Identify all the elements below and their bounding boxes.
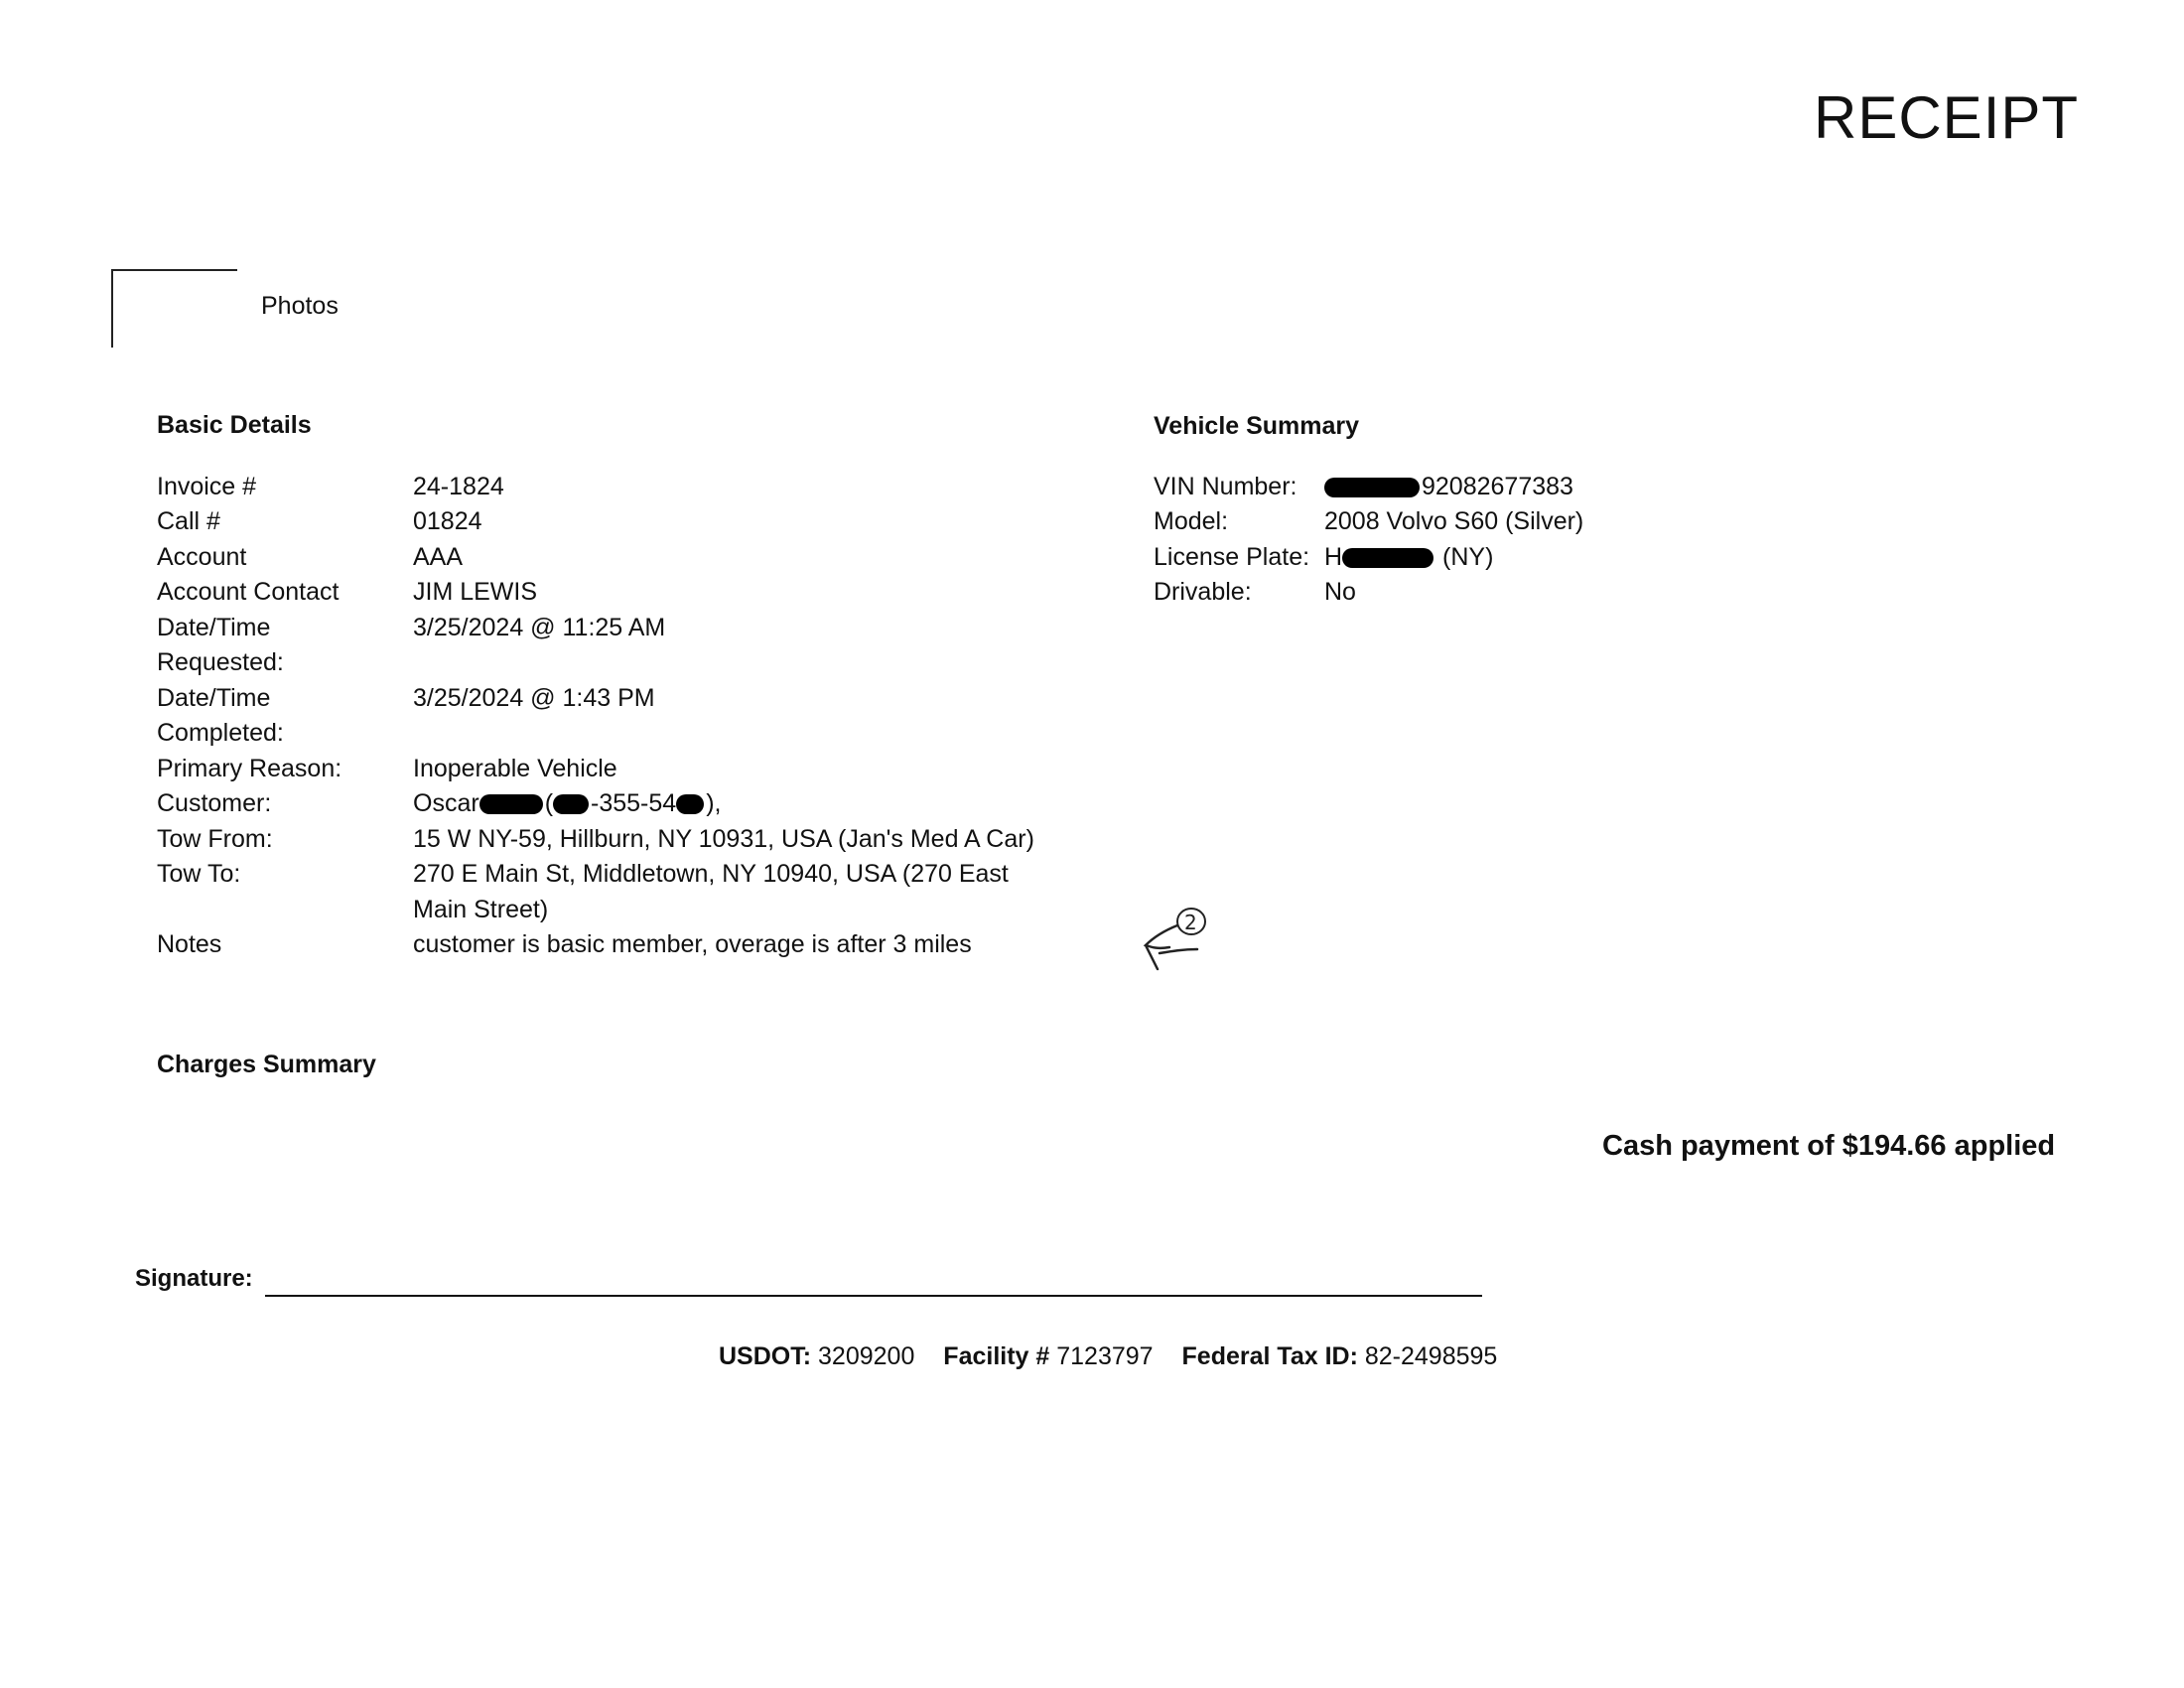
redaction-mark — [1342, 548, 1433, 568]
redaction-mark — [553, 794, 589, 814]
facility-label: Facility # — [943, 1342, 1050, 1370]
redaction-mark — [479, 794, 543, 814]
call-value: 01824 — [413, 507, 482, 535]
vin-label: VIN Number: — [1154, 473, 1297, 500]
drivable-value: No — [1324, 578, 1356, 606]
notes-label: Notes — [157, 930, 222, 958]
vehicle-summary-heading: Vehicle Summary — [1154, 412, 1360, 440]
payment-applied-text: Cash payment of $194.66 applied — [1602, 1130, 2056, 1162]
requested-label: Date/Time — [157, 614, 271, 641]
footer-ids — [719, 1342, 1497, 1371]
usdot-value: 3209200 — [818, 1342, 915, 1370]
redaction-mark — [1324, 478, 1420, 497]
primary-reason-label: Primary Reason: — [157, 755, 342, 782]
invoice-value: 24-1824 — [413, 473, 504, 500]
handwritten-number: 2 — [1184, 911, 1197, 934]
account-value: AAA — [413, 543, 464, 571]
invoice-label: Invoice # — [157, 473, 257, 500]
basic-details-heading: Basic Details — [157, 411, 312, 439]
tow-from-value: 15 W NY-59, Hillburn, NY 10931, USA (Jan's Med A Car) — [413, 825, 1034, 853]
signature-label: Signature: — [135, 1265, 253, 1292]
license-plate-state: (NY) — [1442, 543, 1494, 571]
account-contact-value: JIM LEWIS — [413, 578, 538, 606]
photos-frame-top — [111, 269, 237, 271]
tax-id-label: Federal Tax ID: — [1181, 1342, 1358, 1370]
facility-value: 7123797 — [1056, 1342, 1154, 1370]
requested-value: 3/25/2024 @ 11:25 AM — [413, 614, 666, 641]
requested-label-2: Requested: — [157, 648, 284, 676]
handwritten-annotation — [1140, 904, 1219, 975]
completed-label-2: Completed: — [157, 719, 284, 747]
tow-from-label: Tow From: — [157, 825, 273, 853]
customer-label: Customer: — [157, 789, 272, 817]
license-plate-value — [1324, 543, 1493, 572]
tow-to-value: 270 E Main St, Middletown, NY 10940, USA (270 East — [413, 860, 1009, 888]
customer-first-name: Oscar — [413, 789, 479, 817]
license-plate-label: License Plate: — [1154, 543, 1310, 571]
tow-to-label: Tow To: — [157, 860, 241, 888]
call-label: Call # — [157, 507, 220, 535]
drivable-label: Drivable: — [1154, 578, 1252, 606]
primary-reason-value: Inoperable Vehicle — [413, 755, 617, 782]
completed-value: 3/25/2024 @ 1:43 PM — [413, 684, 655, 712]
tow-to-value-2: Main Street) — [413, 896, 549, 923]
photos-frame-left — [111, 269, 113, 348]
receipt-title: RECEIPT — [1814, 84, 2080, 151]
completed-label: Date/Time — [157, 684, 271, 712]
charges-summary-heading: Charges Summary — [157, 1051, 376, 1078]
signature-line — [265, 1295, 1482, 1297]
redaction-mark — [676, 794, 704, 814]
vin-partial: 92082677383 — [1422, 473, 1573, 500]
tax-id-value: 82-2498595 — [1364, 1342, 1498, 1370]
model-label: Model: — [1154, 507, 1229, 535]
account-label: Account — [157, 543, 247, 571]
customer-phone-partial: -355-54 — [591, 789, 677, 817]
customer-value-suffix: ), — [706, 789, 722, 817]
vin-value — [1324, 473, 1573, 501]
usdot-label: USDOT: — [719, 1342, 812, 1370]
license-plate-prefix: H — [1324, 543, 1343, 571]
notes-value: customer is basic member, overage is after 3 miles — [413, 930, 972, 958]
photos-label: Photos — [261, 292, 339, 320]
account-contact-label: Account Contact — [157, 578, 340, 606]
customer-value: Oscar ( -355-54 ), — [413, 789, 722, 817]
model-value: 2008 Volvo S60 (Silver) — [1324, 507, 1584, 535]
